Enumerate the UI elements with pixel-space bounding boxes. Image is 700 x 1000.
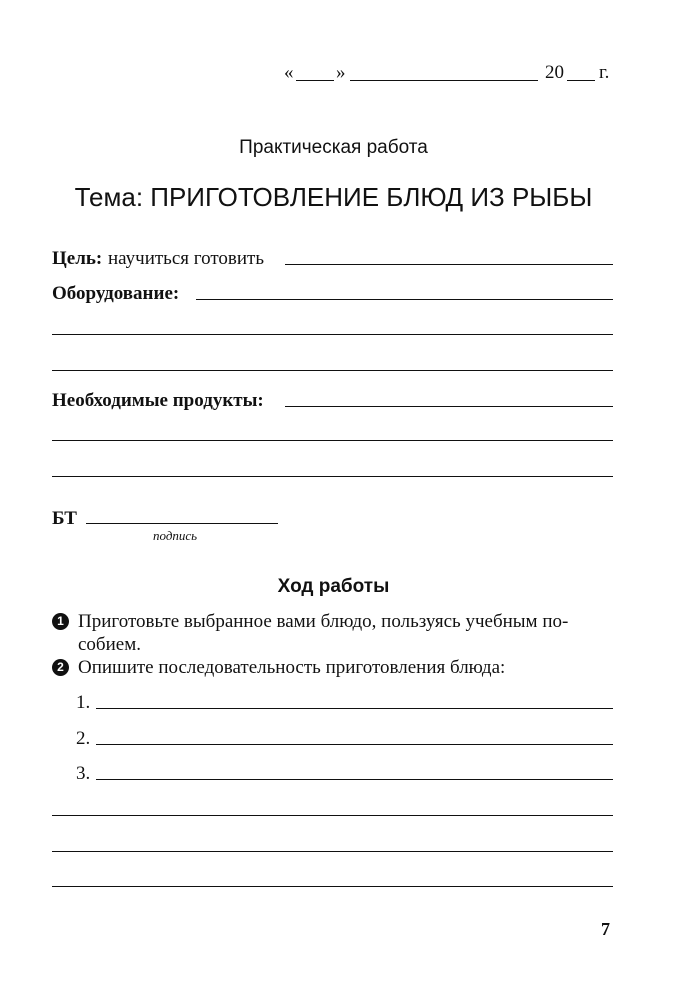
signature-line[interactable] (86, 523, 278, 524)
date-open-quote: « (284, 62, 294, 83)
equipment-line[interactable] (52, 334, 613, 335)
numbered-line-3[interactable] (96, 779, 613, 780)
step-2-marker: 2 (52, 659, 69, 676)
products-line[interactable] (52, 476, 613, 477)
page-subtitle: Практическая работа (239, 137, 428, 158)
step-1-marker: 1 (52, 613, 69, 630)
goal-label: Цель: (52, 248, 103, 269)
numbered-line-2[interactable] (96, 744, 613, 745)
numbered-line-label: 1. (76, 692, 91, 713)
writing-line[interactable] (52, 851, 613, 852)
products-line[interactable] (285, 406, 613, 407)
page-title: Тема: ПРИГОТОВЛЕНИЕ БЛЮД ИЗ РЫБЫ (74, 182, 593, 212)
step-2-text: Опишите последовательность приготовления блюда: (78, 657, 506, 678)
date-year-prefix: 20 (545, 62, 564, 83)
goal-line[interactable] (285, 264, 613, 265)
date-day-blank[interactable] (296, 80, 334, 81)
writing-line[interactable] (52, 815, 613, 816)
products-line[interactable] (52, 440, 613, 441)
equipment-line[interactable] (196, 299, 613, 300)
numbered-line-1[interactable] (96, 708, 613, 709)
numbered-line-label: 2. (76, 728, 91, 749)
date-month-blank[interactable] (350, 80, 538, 81)
page-number: 7 (601, 919, 610, 939)
date-year-suffix: г. (599, 62, 610, 83)
equipment-line[interactable] (52, 370, 613, 371)
equipment-label: Оборудование: (52, 283, 180, 304)
numbered-line-label: 3. (76, 763, 91, 784)
work-heading: Ход работы (277, 576, 390, 597)
writing-line[interactable] (52, 886, 613, 887)
date-close-quote: » (336, 62, 346, 83)
goal-text: научиться готовить (108, 248, 264, 269)
products-label: Необходимые продукты: (52, 390, 264, 411)
bt-label: БТ (52, 508, 77, 529)
step-1-text-line1: Приготовьте выбранное вами блюдо, пользуясь учебным по- (78, 611, 569, 632)
signature-caption: подпись (153, 528, 198, 543)
date-year-blank[interactable] (567, 80, 595, 81)
step-1-text-line2: собием. (78, 634, 141, 655)
